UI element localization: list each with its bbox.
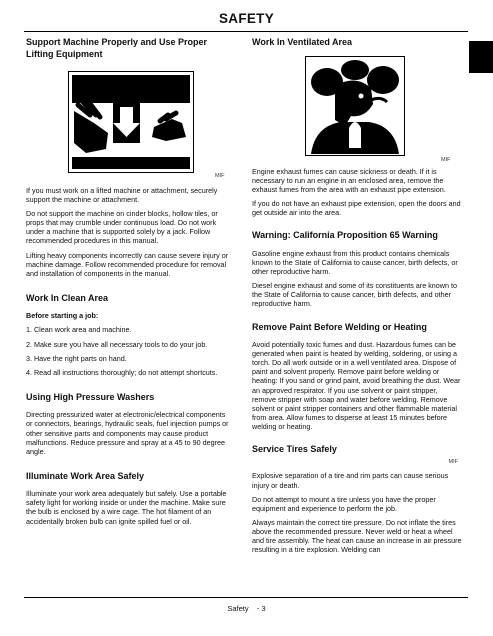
ventilated-mif: MIF	[441, 157, 451, 163]
tires-paragraph-1: Explosive separation of a tire and rim parts can cause serious injury or death.	[252, 471, 449, 490]
tires-mif: MIF	[448, 459, 458, 466]
support-body	[26, 186, 233, 526]
clean-item-1: 1. Clean work area and machine.	[26, 325, 132, 335]
right-column	[252, 37, 462, 49]
exhaust-fumes-icon	[305, 56, 405, 156]
prop65-heading: Warning: California Proposition 65 Warning	[252, 230, 438, 241]
ventilated-paragraph-2: If you do not have an exhaust pipe extension, open the doors and get outside air into the area.	[252, 199, 461, 218]
support-paragraph-3: Lifting heavy components incorrectly can cause severe injury or machine damage. Follow recommended procedure for removal and installation of components in the manual.	[26, 250, 229, 278]
ventilated-body	[252, 167, 462, 554]
clean-heading: Work In Clean Area	[26, 292, 109, 303]
title-rule	[24, 31, 468, 32]
page-footer: Safety - 3	[227, 604, 266, 613]
tires-paragraph-3: Always maintain the correct tire pressure. Do not inflate the tires above the recommended pressure. Never weld or heat a wheel and tire assembly. The heat can cause an increase in air pressure resulting in a tire explosion. Welding can	[252, 517, 462, 555]
paint-heading: Remove Paint Before Welding or Heating	[252, 321, 427, 332]
washers-heading: Using High Pressure Washers	[26, 391, 155, 402]
washers-paragraph: Directing pressurized water at electronic/electrical components or connectors, bearings, hydraulic seals, fuel injection pumps or other sensitive parts and components may cause product malfunctions. Reduce pressure and spray at a 45 to 90 degree angle.	[26, 410, 229, 456]
support-paragraph-1: If you must work on a lifted machine or attachment, securely support the machine or attachment.	[26, 186, 218, 205]
ventilated-paragraph-1: Engine exhaust fumes can cause sickness or death. If it is necessary to run an engine in an enclosed area, remove the exhaust fumes from the area with an exhaust pipe extension.	[252, 167, 446, 195]
crush-hazard-icon	[68, 71, 194, 173]
clean-item-4: 4. Read all instructions thoroughly; do not attempt shortcuts.	[26, 367, 218, 377]
prop65-paragraph-2: Diesel engine exhaust and some of its constituents are known to the State of California to cause cancer, birth defects, and other reproductive harm.	[252, 281, 457, 309]
support-paragraph-2: Do not support the machine on cinder blocks, hollow tiles, or props that may crumble under continuous load. Do not work under a machine that is supported solely by a jack. Follow recommended procedures in this manual.	[26, 209, 218, 246]
prop65-paragraph-1: Gasoline engine exhaust from this product contains chemicals known to the State of California to cause cancer, birth defects, or other reproductive harm.	[252, 248, 458, 277]
tires-heading: Service Tires Safely	[252, 443, 337, 454]
clean-item-2: 2. Make sure you have all necessary tools to do your job.	[26, 339, 208, 349]
clean-item-3: 3. Have the right parts on hand.	[26, 353, 127, 363]
illuminate-paragraph: Illuminate your work area adequately but safely. Use a portable safety light for working inside or under the machine. Make sure the bulb is enclosed by a wire cage. The hot filament of an accidentally broken bulb can ignite spilled fuel or oil.	[26, 489, 227, 526]
support-mif: MIF	[215, 173, 225, 179]
paint-paragraph: Avoid potentially toxic fumes and dust. Hazardous fumes can be generated when paint is heated by welding, soldering, or using a torch. Do all work outside or in a well ventilated area. Dispose of paint and solvent properly. Remove paint before welding or heating: If you sand or grind paint, avoid breathing the dust. Wear an approved respirator. If you use solvent or paint stripper, remove stripper with soap and water before welding. Remove solvent or paint stripper containers and other flammable material from area. Allow fumes to disperse at least 15 minutes before welding or heating.	[252, 340, 461, 431]
support-heading: Support Machine Properly and Use Proper Lifting Equipment	[26, 37, 208, 59]
tires-paragraph-2: Do not attempt to mount a tire unless you have the proper equipment and experience to perform the job.	[252, 494, 436, 513]
section-tab	[469, 41, 493, 73]
left-column	[26, 37, 233, 60]
clean-subheading: Before starting a job:	[26, 311, 99, 321]
illuminate-heading: Illuminate Work Area Safely	[26, 470, 145, 481]
ventilated-heading: Work In Ventilated Area	[252, 37, 353, 47]
footer-rule	[24, 597, 468, 598]
page-title: SAFETY	[218, 11, 275, 26]
